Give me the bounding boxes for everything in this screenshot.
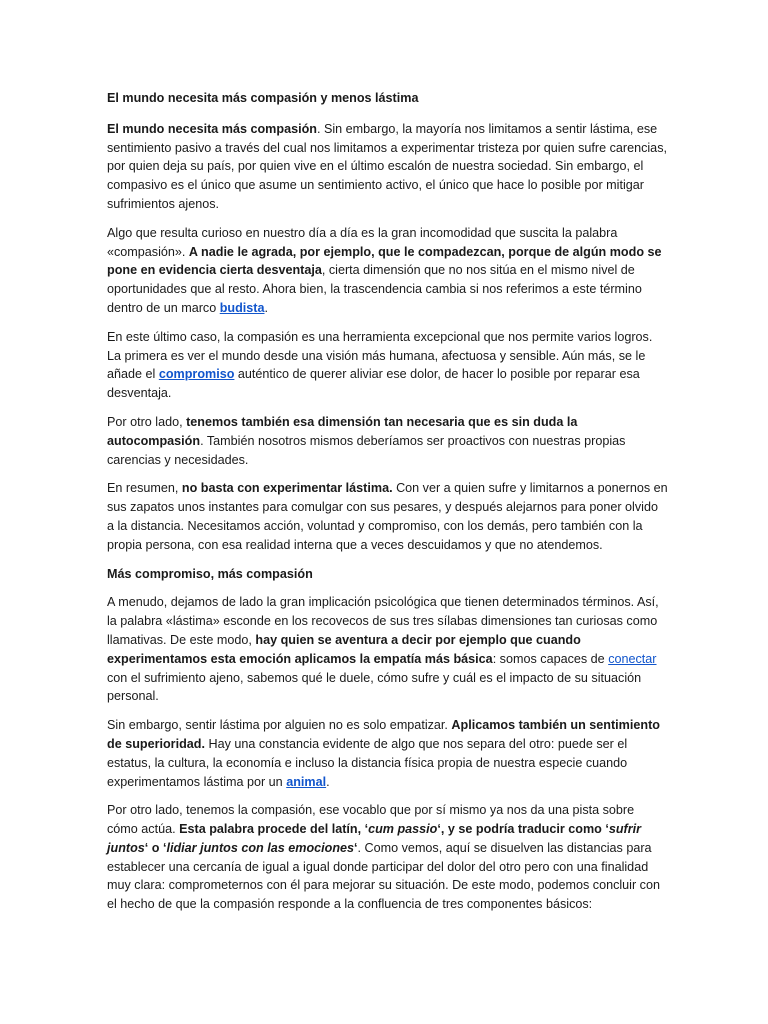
bold-text: Aplicamos también un sentimiento de superioridad. [107, 718, 660, 751]
text: . [264, 300, 268, 315]
link-compromiso[interactable]: compromiso [158, 367, 235, 382]
paragraph-3 [107, 328, 668, 403]
text: con el sufrimiento ajeno, sabemos qué le duele, cómo sufre y cuál es el impacto de su situación personal. [107, 670, 642, 704]
link-budista[interactable]: budista [219, 300, 265, 315]
text: . [326, 774, 330, 789]
text: Algo que resulta curioso en nuestro día a día es la gran incomodidad que suscita la palabra «compasión». [107, 225, 618, 259]
bold-italic-text [368, 822, 437, 836]
bold-text: hay quien se aventura a decir por ejemplo que cuando experimentamos esta emoción aplicamos la empatía más básica [107, 632, 581, 666]
paragraph-7 [107, 716, 668, 791]
document-title: El mundo necesita más compasión y menos lástima [107, 91, 419, 105]
bold-text: Esta palabra procede del latín, ‘ [179, 822, 369, 837]
link-conectar[interactable]: conectar [608, 651, 657, 666]
bold-text: ‘ [354, 840, 358, 855]
latin-term: cum passio [368, 822, 438, 837]
text: A menudo, dejamos de lado la gran implicación psicológica que tienen determinados términos. Así, la palabra «lástima» esconde en los recovecos de sus tres sílabas dimensiones tan curiosas como llamativas. De este modo, [107, 595, 659, 647]
text: auténtico de querer aliviar ese dolor, de hacer lo posible por reparar esa desventaja. [107, 367, 640, 401]
text: Hay una constancia evidente de algo que nos separa del otro: puede ser el estatus, la cultura, la economía e incluso la distancia física propia de nuestra especie cuando experimentamos lástima por un [107, 736, 628, 789]
text: Por otro lado, tenemos la compasión, ese vocablo que por sí mismo ya nos da una pista sobre cómo actúa. [107, 803, 635, 837]
text: . Sin embargo, la mayoría nos limitamos a sentir lástima, ese sentimiento pasivo a través del cual nos limitamos a experimentar tristeza por quien sufre carencias, por quien deja su país, por quien vive en el último escalón de nuestra sociedad. Sin embargo, el compasivo es el único que asume un sentimiento activo, el único que hace lo posible por mitigar sufrimientos ajenos. [107, 121, 667, 211]
paragraph-2 [107, 224, 668, 318]
link-animal[interactable]: animal [286, 774, 327, 789]
paragraph-4 [107, 413, 668, 469]
translation-term: lidiar juntos con las emociones [166, 840, 355, 855]
text: , cierta dimensión que no nos sitúa en el mismo nivel de oportunidades que al resto. Ahora bien, la trascendencia cambia si nos referimos a este término dentro de un marco [107, 263, 642, 315]
paragraph-1 [107, 120, 668, 214]
bold-text: ‘ o ‘ [144, 840, 167, 855]
bold-text: El mundo necesita más compasión [107, 121, 317, 136]
bold-text: A nadie le agrada, por ejemplo, que le compadezcan, porque de algún modo se pone en evidencia cierta desventaja [107, 244, 662, 278]
paragraph-6 [107, 593, 668, 706]
bold-text: no basta con experimentar lástima. [181, 481, 393, 496]
bold-text: ‘, y se podría traducir como ‘ [437, 822, 609, 837]
translation-term: sufrir juntos [107, 822, 642, 855]
text: En este último caso, la compasión es una herramienta excepcional que nos permite varios logros. La primera es ver el mundo desde una visión más humana, afectuosa y sensible. Aún más, se le añade el [107, 329, 653, 382]
text: Por otro lado, [107, 414, 187, 429]
text: En resumen, [107, 481, 182, 496]
section-heading: Más compromiso, más compasión [107, 566, 313, 581]
bold-text: tenemos también esa dimensión tan necesaria que es sin duda la autocompasión [107, 414, 578, 448]
text: Con ver a quien sufre y limitarnos a ponernos en sus zapatos unos instantes para comulgar con sus pesares, y después alejarnos para poner olvido a la distancia. Necesitamos acción, voluntad y compromiso, con los demás, pero también con la propia persona, con esa realidad interna que a veces descuidamos y que no atendemos. [107, 481, 668, 552]
bold-italic-text [166, 841, 354, 855]
paragraph-8 [107, 801, 668, 914]
text: : somos capaces de [492, 651, 609, 666]
text: . También nosotros mismos deberíamos ser proactivos con nuestras propias carencias y necesidades. [107, 433, 626, 467]
text: Sin embargo, sentir lástima por alguien no es solo empatizar. [107, 718, 452, 733]
text: . Como vemos, aquí se disuelven las distancias para establecer una cercanía de igual a igual donde participar del dolor del otro pero con una finalidad muy clara: comprometernos con él para mejorar su situación. De este modo, podemos concluir con el hecho de que la compasión responde a la confluencia de tres componentes básicos: [107, 840, 660, 912]
paragraph-5 [107, 479, 668, 554]
